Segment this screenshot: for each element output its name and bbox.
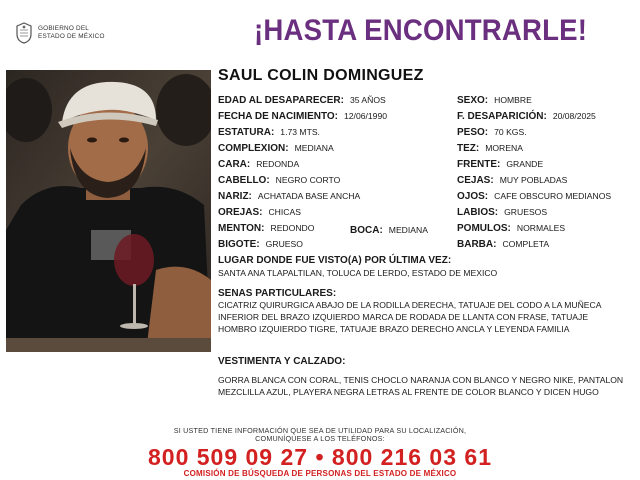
- field-label: PESO:: [457, 127, 489, 138]
- missing-person-photo: [6, 70, 211, 352]
- commission-name: COMISIÓN DE BÚSQUEDA DE PERSONAS DEL ESTADO DE MÉXICO: [183, 469, 457, 478]
- field-nariz: [218, 190, 360, 203]
- government-name: [38, 25, 105, 41]
- field-label: SEXO:: [457, 95, 489, 106]
- page-headline: ¡HASTA ENCONTRARLE!: [254, 14, 588, 47]
- clothing-value: GORRA BLANCA CON CORAL, TENIS CHOCLO NARANJA CON BLANCO Y NEGRO NIKE, PANTALON MEZCLILLA AZUL, PLAYERA NEGRA LETRAS AL FRENTE DE COLOR BLANCO Y DICEN HUGO: [218, 375, 624, 397]
- field-value: MORENA: [485, 143, 523, 153]
- field-frente: [457, 158, 543, 171]
- clothing-label: VESTIMENTA Y CALZADO:: [218, 356, 346, 367]
- field-cejas: [457, 174, 567, 187]
- field-boca: [350, 224, 428, 237]
- field-label: TEZ:: [457, 143, 480, 154]
- contact-note-line-2: COMUNÍQUESE A LOS TELÉFONOS:: [255, 434, 385, 443]
- marks-value: CICATRIZ QUIRURGICA ABAJO DE LA RODILLA DERECHA, TATUAJE DEL CODO A LA MUÑECA INFERIOR DEL BRAZO IZQUIERDO MARCA DE RODADA DE LLANTA CON FRASE, TATUAJE HOMBRO IZQUIERDO TIGRE, TATUAJE BRAZO DERECHO ANCLA Y LEYENDA FAMILIA: [218, 300, 601, 334]
- field-label: CABELLO:: [218, 175, 270, 186]
- field-label: OJOS:: [457, 191, 489, 202]
- field-cabello: [218, 174, 340, 187]
- field-value: COMPLETA: [502, 239, 550, 249]
- field-label: MENTON:: [218, 223, 265, 234]
- state-crest-icon: [14, 22, 34, 44]
- field-label: F. DESAPARICIÓN:: [457, 111, 547, 122]
- government-logo: [14, 22, 114, 46]
- org-line-1: GOBIERNO DEL: [38, 25, 90, 32]
- field-labios: [457, 206, 547, 219]
- field-peso: [457, 126, 527, 139]
- field-label: FECHA DE NACIMIENTO:: [218, 111, 338, 122]
- field-label: COMPLEXION:: [218, 143, 289, 154]
- phone-numbers: 800 509 09 27 • 800 216 03 61: [147, 444, 492, 470]
- field-value: 20/08/2025: [552, 111, 596, 121]
- field-value: GRANDE: [506, 159, 544, 169]
- field-value: 1.73 MTS.: [280, 127, 320, 137]
- field-label: BARBA:: [457, 239, 497, 250]
- field-orejas: [218, 206, 301, 219]
- field-fecha-nacimiento: [218, 110, 387, 123]
- field-label: CEJAS:: [457, 175, 494, 186]
- field-value: CAFE OBSCURO MEDIANOS: [494, 191, 612, 201]
- contact-instructions: [0, 427, 640, 443]
- field-barba: [457, 238, 549, 251]
- field-label: BIGOTE:: [218, 239, 260, 250]
- field-value: 12/06/1990: [344, 111, 388, 121]
- field-menton: [218, 222, 314, 235]
- last-seen-value: SANTA ANA TLAPALTILAN, TOLUCA DE LERDO, ESTADO DE MEXICO: [218, 268, 498, 278]
- org-line-2: ESTADO DE MÉXICO: [38, 33, 105, 40]
- field-value: HOMBRE: [494, 95, 532, 105]
- field-sexo: [457, 94, 532, 107]
- field-label: EDAD AL DESAPARECER:: [218, 95, 344, 106]
- field-value: MUY POBLADAS: [499, 175, 568, 185]
- field-label: ESTATURA:: [218, 127, 275, 138]
- field-label: OREJAS:: [218, 207, 263, 218]
- field-ojos: [457, 190, 611, 203]
- field-label: NARIZ:: [218, 191, 252, 202]
- field-edad: [218, 94, 386, 107]
- field-bigote: [218, 238, 303, 251]
- field-value: GRUESO: [265, 239, 303, 249]
- field-tez: [457, 142, 523, 155]
- field-value: 35 AÑOS: [349, 95, 386, 105]
- person-name: SAUL COLIN DOMINGUEZ: [218, 67, 424, 84]
- field-value: GRUESOS: [504, 207, 548, 217]
- field-fecha-desaparicion: [457, 110, 596, 123]
- contact-note-line-1: SI USTED TIENE INFORMACIÓN QUE SEA DE UTILIDAD PARA SU LOCALIZACIÓN,: [173, 426, 467, 435]
- field-pomulos: [457, 222, 565, 235]
- field-label: BOCA:: [350, 225, 383, 236]
- field-value: REDONDO: [270, 223, 315, 233]
- field-label: POMULOS:: [457, 223, 511, 234]
- field-value: 70 KGS.: [494, 127, 527, 137]
- field-value: CHICAS: [268, 207, 301, 217]
- field-label: CARA:: [218, 159, 251, 170]
- field-estatura: [218, 126, 320, 139]
- field-value: NORMALES: [516, 223, 566, 233]
- last-seen-label: LUGAR DONDE FUE VISTO(A) POR ÚLTIMA VEZ:: [218, 255, 452, 266]
- field-value: REDONDA: [256, 159, 300, 169]
- field-complexion: [218, 142, 334, 155]
- field-label: FRENTE:: [457, 159, 501, 170]
- field-cara: [218, 158, 299, 171]
- marks-label: SENAS PARTICULARES:: [218, 288, 337, 299]
- field-value: MEDIANA: [388, 225, 428, 235]
- field-value: ACHATADA BASE ANCHA: [257, 191, 361, 201]
- field-value: MEDIANA: [294, 143, 334, 153]
- field-value: NEGRO CORTO: [275, 175, 341, 185]
- field-label: LABIOS:: [457, 207, 499, 218]
